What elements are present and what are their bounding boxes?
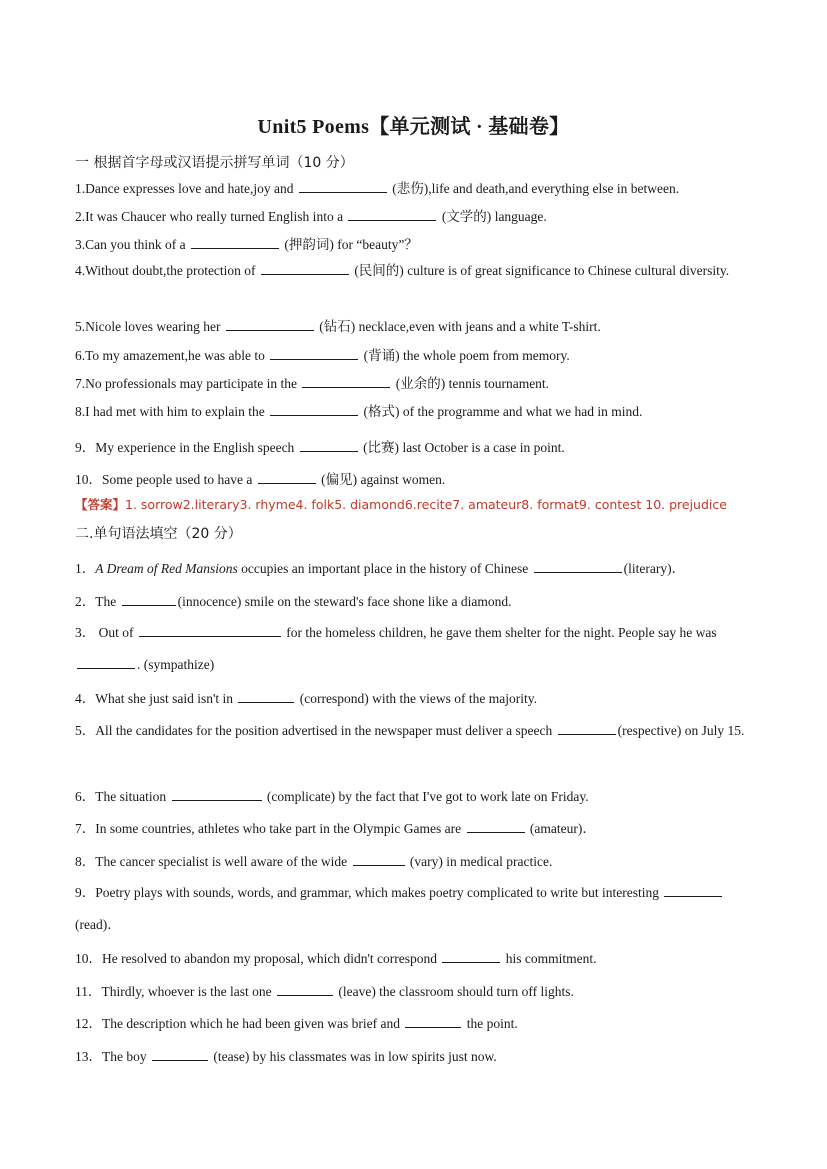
- answer-blank[interactable]: [226, 317, 314, 331]
- s1-question-10: 10．Some people used to have a (偏见) against women.: [75, 472, 446, 487]
- s2-question-12: 12．The description which he had been given was brief and the point.: [75, 1016, 518, 1031]
- s2-question-11: 11．Thirdly, whoever is the last one (leave) the classroom should turn off lights.: [75, 984, 574, 999]
- answer-blank[interactable]: [270, 402, 358, 416]
- section1-heading: 一 根据首字母或汉语提示拼写单词（10 分）: [75, 155, 354, 171]
- s1-question-5: 5.Nicole loves wearing her (钻石) necklace,even with jeans and a white T-shirt.: [75, 319, 601, 334]
- answer-blank[interactable]: [122, 592, 176, 606]
- s2-question-3: 3． Out of for the homeless children, he gave them shelter for the night. People say he was . (sympathize): [75, 625, 717, 672]
- answer-blank[interactable]: [191, 235, 279, 249]
- answer-blank[interactable]: [664, 883, 722, 897]
- s2-question-7: 7．In some countries, athletes who take part in the Olympic Games are (amateur)．: [75, 821, 596, 836]
- answer-blank[interactable]: [302, 374, 390, 388]
- answer-blank[interactable]: [299, 179, 387, 193]
- s2-question-10: 10．He resolved to abandon my proposal, which didn't correspond his commitment.: [75, 951, 597, 966]
- answer-blank[interactable]: [172, 787, 262, 801]
- answer-blank[interactable]: [152, 1047, 208, 1061]
- s1-question-2: 2.It was Chaucer who really turned English into a (文学的) language.: [75, 209, 547, 224]
- answer-blank[interactable]: [353, 852, 405, 866]
- s2-question-6: 6．The situation (complicate) by the fact that I've got to work late on Friday.: [75, 789, 589, 804]
- s2-question-4: 4．What she just said isn't in (correspond) with the views of the majority.: [75, 691, 537, 706]
- answer-blank[interactable]: [270, 346, 358, 360]
- s1-question-7: 7.No professionals may participate in the (业余的) tennis tournament.: [75, 376, 550, 391]
- answer-blank[interactable]: [558, 721, 616, 735]
- answer-blank[interactable]: [238, 689, 294, 703]
- s2-question-5: 5．All the candidates for the position advertised in the newspaper must deliver a speech (respective) on July 15.: [75, 723, 745, 738]
- answer-blank[interactable]: [139, 623, 281, 637]
- answer-blank[interactable]: [300, 438, 358, 452]
- s1-question-6: 6.To my amazement,he was able to (背诵) the whole poem from memory.: [75, 348, 570, 363]
- s2-question-13: 13．The boy (tease) by his classmates was in low spirits just now.: [75, 1049, 497, 1064]
- answer-blank[interactable]: [261, 261, 349, 275]
- s2-question-1: 1．A Dream of Red Mansions occupies an important place in the history of Chinese (literary)．: [75, 561, 686, 576]
- answer-key: [75, 495, 727, 513]
- s2-question-9: 9．Poetry plays with sounds, words, and grammar, which makes poetry complicated to write but interesting (read)．: [75, 877, 757, 941]
- s2-question-2: 2．The (innocence) smile on the steward's face shone like a diamond.: [75, 594, 512, 609]
- answer-blank[interactable]: [405, 1014, 461, 1028]
- s2-question-8: 8．The cancer specialist is well aware of the wide (vary) in medical practice.: [75, 854, 553, 869]
- s1-question-8: 8.I had met with him to explain the (格式) of the programme and what we had in mind.: [75, 404, 643, 419]
- page-title: Unit5 Poems【单元测试 · 基础卷】: [257, 116, 570, 138]
- answer-blank[interactable]: [442, 949, 500, 963]
- s1-question-9: 9．My experience in the English speech (比赛) last October is a case in point.: [75, 440, 565, 455]
- s1-question-4: 4.Without doubt,the protection of (民间的) culture is of great significance to Chinese cultural diversity.: [75, 263, 730, 278]
- answer-blank[interactable]: [277, 982, 333, 996]
- answer-blank[interactable]: [77, 655, 135, 669]
- s1-question-1: 1.Dance expresses love and hate,joy and (悲伤),life and death,and everything else in between.: [75, 181, 680, 196]
- answer-blank[interactable]: [534, 559, 622, 573]
- answer-tag: 【答案】: [75, 497, 126, 512]
- answer-blank[interactable]: [467, 819, 525, 833]
- answer-blank[interactable]: [348, 207, 436, 221]
- s1-question-3: 3.Can you think of a (押韵词) for “beauty”？: [75, 237, 418, 252]
- answer-blank[interactable]: [258, 470, 316, 484]
- section2-heading: 二.单句语法填空（20 分）: [75, 526, 242, 542]
- answer-text: 1. sorrow2.literary3. rhyme4. folk5. diamond6.recite7. amateur8. format9. contest 10. prejudice: [125, 497, 727, 512]
